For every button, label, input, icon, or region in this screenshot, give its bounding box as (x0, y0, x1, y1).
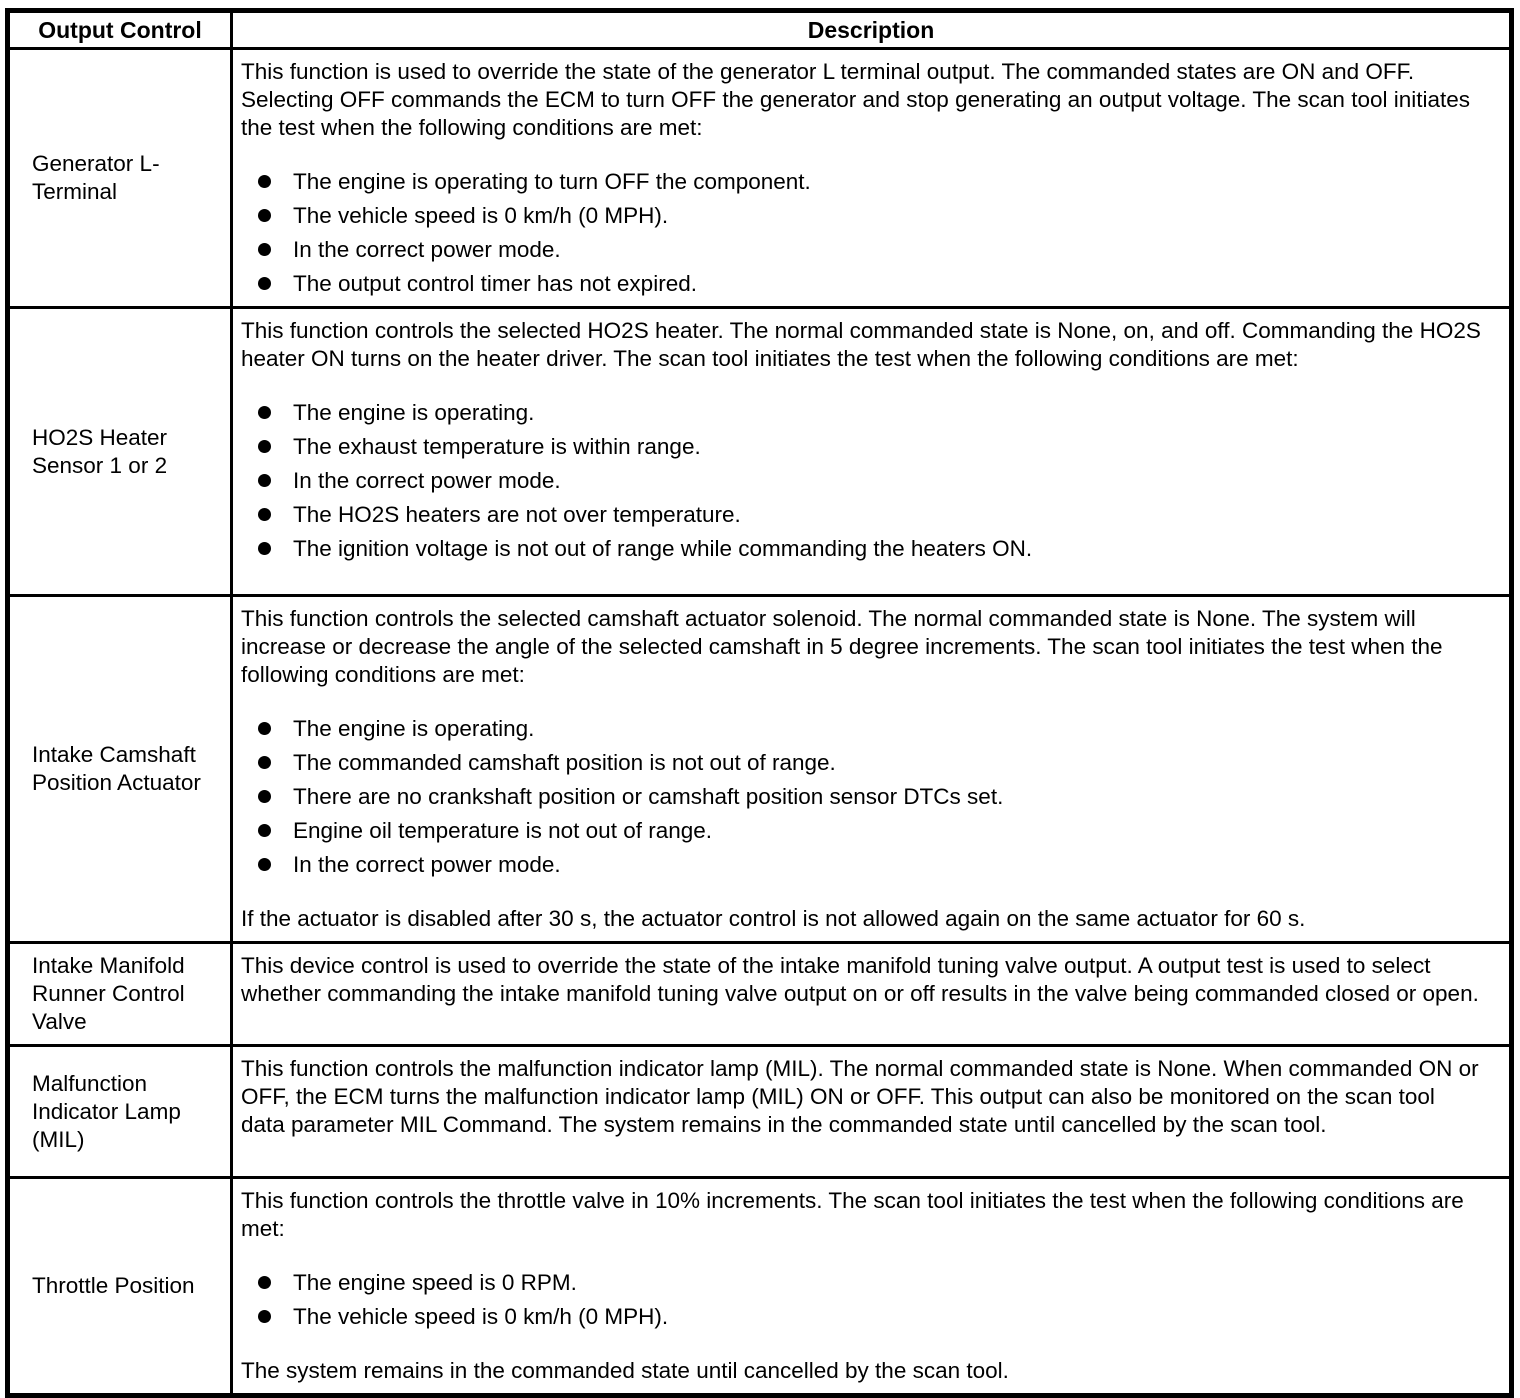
bullet-icon (258, 790, 271, 803)
bullet-icon (258, 243, 271, 256)
list-item-text: In the correct power mode. (293, 468, 561, 493)
description-footer: If the actuator is disabled after 30 s, the actuator control is not allowed again on the same actuator for 60 s. (241, 906, 1306, 931)
table-row (8, 596, 1512, 943)
description-cell (232, 49, 1512, 308)
bullet-icon (258, 440, 271, 453)
table-row (8, 943, 1512, 1046)
list-item-text: In the correct power mode. (293, 237, 561, 262)
list-item (241, 236, 1481, 264)
bullet-icon (258, 756, 271, 769)
bullet-icon (258, 474, 271, 487)
list-item-text: The exhaust temperature is within range. (293, 434, 701, 459)
description-cell (232, 308, 1512, 596)
list-item (241, 467, 1481, 495)
bullet-icon (258, 1310, 271, 1323)
description-paragraph: This function controls the throttle valve in 10% increments. The scan tool initiates the test when the following conditions are met: (241, 1188, 1464, 1241)
list-item (241, 749, 1481, 777)
description-cell (232, 943, 1512, 1046)
output-control-cell: Intake Camshaft Position Actuator (8, 596, 232, 943)
bullet-icon (258, 1276, 271, 1289)
bullet-icon (258, 508, 271, 521)
list-item (241, 501, 1481, 529)
list-item-text: The HO2S heaters are not over temperature. (293, 502, 741, 527)
bullet-icon (258, 277, 271, 290)
list-item (241, 535, 1481, 563)
list-item-text: The commanded camshaft position is not out of range. (293, 750, 836, 775)
list-item (241, 399, 1481, 427)
description-paragraph: This function controls the malfunction indicator lamp (MIL). The normal commanded state is None. When commanded ON or OFF, the ECM turns the malfunction indicator lamp (MIL) ON or OFF. This output can also be monitored on the scan tool data parameter MIL Command. The system remains in the commanded state until cancelled by the scan tool. (241, 1056, 1479, 1137)
list-item-text: There are no crankshaft position or camshaft position sensor DTCs set. (293, 784, 1004, 809)
list-item-text: Engine oil temperature is not out of range. (293, 818, 713, 843)
list-item (241, 851, 1481, 879)
list-item-text: The engine speed is 0 RPM. (293, 1270, 577, 1295)
output-control-cell: Intake Manifold Runner Control Valve (8, 943, 232, 1046)
description-footer: The system remains in the commanded state until cancelled by the scan tool. (241, 1358, 1009, 1383)
table-row (8, 49, 1512, 308)
output-control-cell: Malfunction Indicator Lamp (MIL) (8, 1046, 232, 1178)
list-item-text: The engine is operating. (293, 716, 535, 741)
description-paragraph: This function controls the selected camshaft actuator solenoid. The normal commanded state is None. The system will increase or decrease the angle of the selected camshaft in 5 degree increments. The scan tool initiates the test when the following conditions are met: (241, 606, 1443, 687)
list-item (241, 202, 1481, 230)
list-item (241, 783, 1481, 811)
description-cell (232, 1046, 1512, 1178)
table-header-row (8, 11, 1512, 49)
list-item (241, 168, 1481, 196)
table-row (8, 1046, 1512, 1178)
list-item-text: The vehicle speed is 0 km/h (0 MPH). (293, 203, 669, 228)
bullet-icon (258, 824, 271, 837)
list-item (241, 1269, 1481, 1297)
list-item-text: The engine is operating to turn OFF the component. (293, 169, 811, 194)
list-item-text: The output control timer has not expired. (293, 271, 697, 296)
list-item-text: In the correct power mode. (293, 852, 561, 877)
description-paragraph: This function controls the selected HO2S heater. The normal commanded state is None, on, and off. Commanding the HO2S heater ON turns on the heater driver. The scan tool initiates the test when the following conditions are met: (241, 318, 1481, 371)
column-header-description: Description (232, 11, 1512, 49)
bullet-icon (258, 722, 271, 735)
bullet-icon (258, 406, 271, 419)
description-paragraph: This device control is used to override the state of the intake manifold tuning valve output. A output test is used to select whether commanding the intake manifold tuning valve output on or off results in the valve being commanded closed or open. (241, 953, 1479, 1006)
output-control-table (5, 8, 1514, 1398)
list-item (241, 433, 1481, 461)
description-paragraph: This function is used to override the state of the generator L terminal output. The commanded states are ON and OFF. Selecting OFF commands the ECM to turn OFF the generator and stop generating an output voltage. The scan tool initiates the test when the following conditions are met: (241, 59, 1471, 140)
column-header-output-control: Output Control (8, 11, 232, 49)
output-control-cell: HO2S Heater Sensor 1 or 2 (8, 308, 232, 596)
bullet-icon (258, 858, 271, 871)
table-row (8, 1178, 1512, 1396)
condition-list (241, 1269, 1481, 1331)
list-item (241, 715, 1481, 743)
list-item (241, 1303, 1481, 1331)
bullet-icon (258, 209, 271, 222)
list-item (241, 270, 1481, 298)
bullet-icon (258, 542, 271, 555)
list-item-text: The ignition voltage is not out of range while commanding the heaters ON. (293, 536, 1033, 561)
list-item (241, 817, 1481, 845)
condition-list (241, 399, 1481, 563)
bullet-icon (258, 175, 271, 188)
condition-list (241, 715, 1481, 879)
table-row (8, 308, 1512, 596)
output-control-cell: Generator L-Terminal (8, 49, 232, 308)
output-control-cell: Throttle Position (8, 1178, 232, 1396)
list-item-text: The vehicle speed is 0 km/h (0 MPH). (293, 1304, 669, 1329)
condition-list (241, 168, 1481, 298)
description-cell (232, 1178, 1512, 1396)
list-item-text: The engine is operating. (293, 400, 535, 425)
description-cell (232, 596, 1512, 943)
